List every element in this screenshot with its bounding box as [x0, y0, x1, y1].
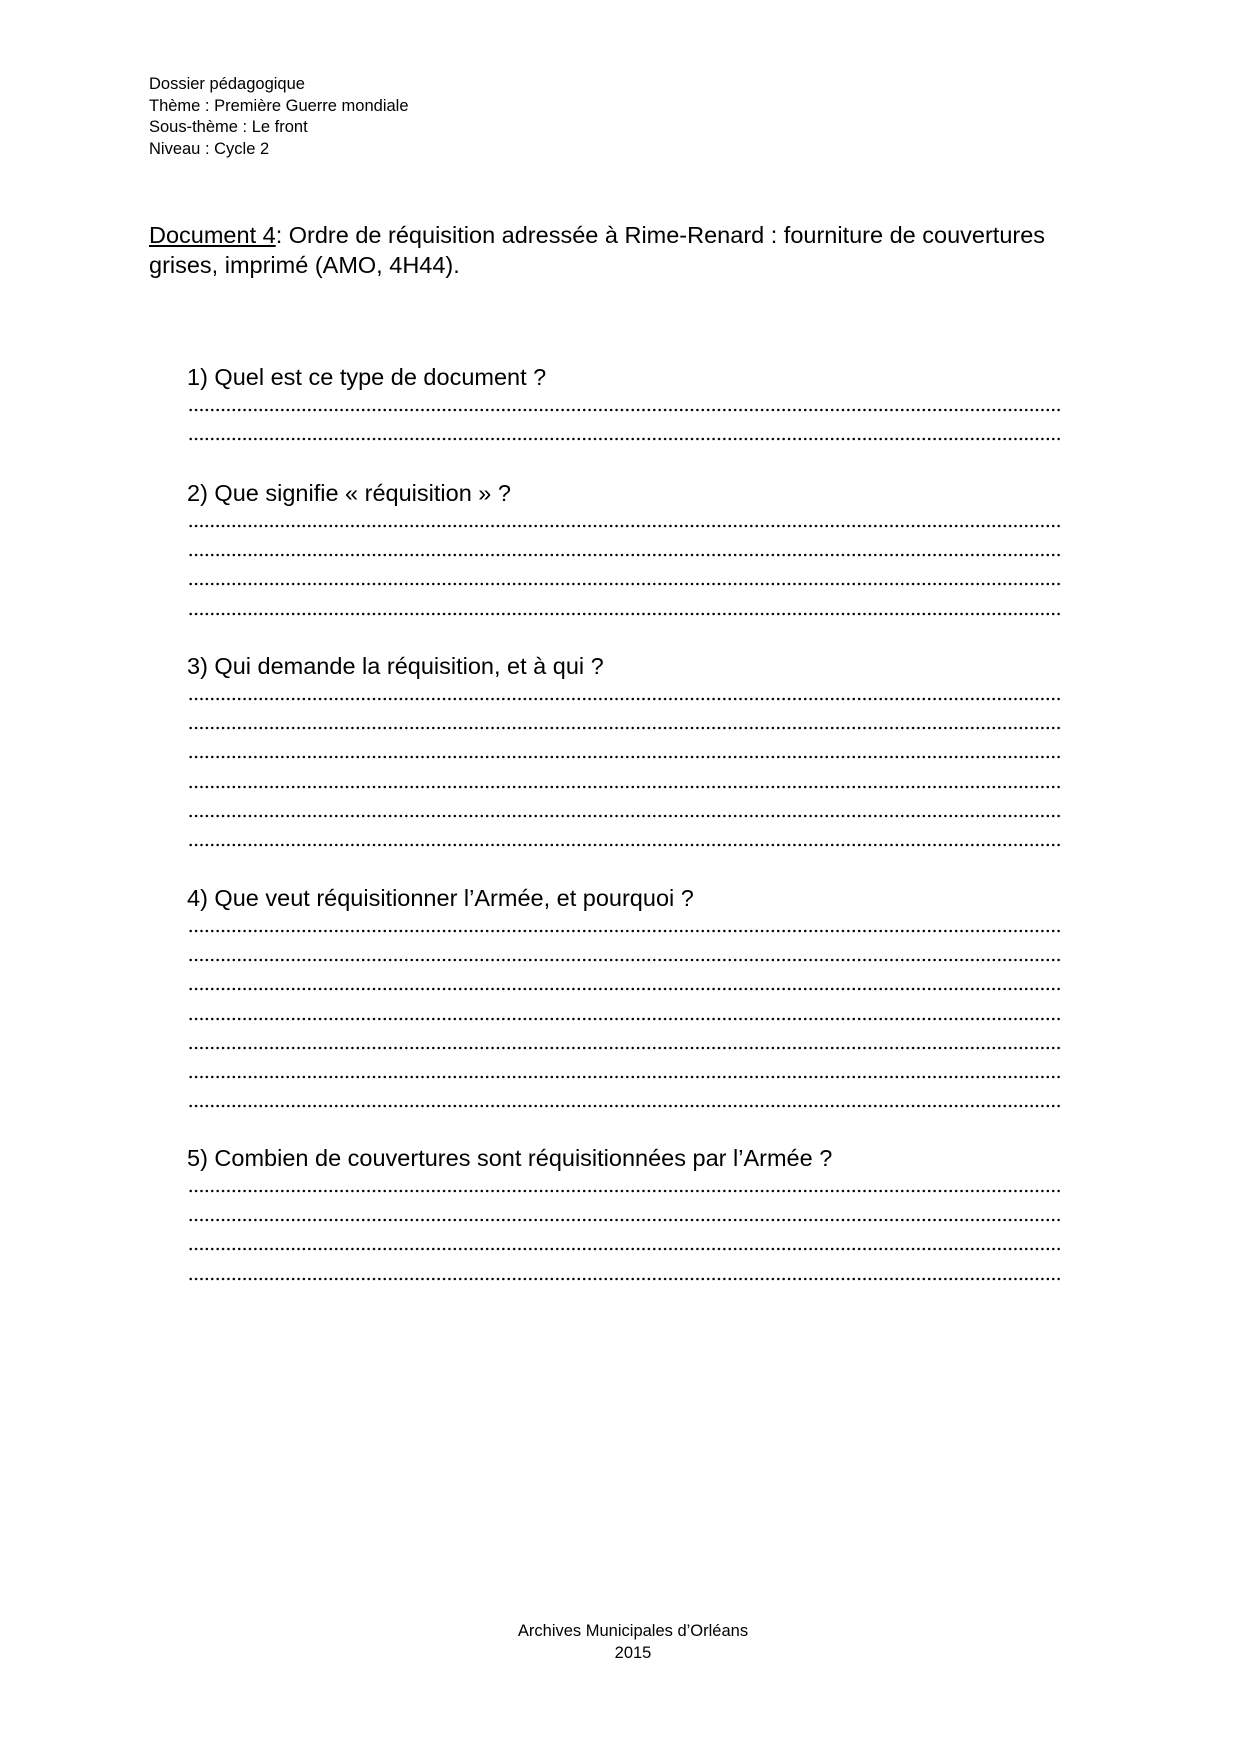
answer-line[interactable]	[188, 612, 1062, 616]
question-5: 5) Combien de couvertures sont réquisitionnées par l’Armée ?	[187, 1145, 833, 1171]
answer-line[interactable]	[188, 785, 1062, 789]
answer-line[interactable]	[188, 697, 1062, 701]
answer-line[interactable]	[188, 408, 1062, 412]
answer-line[interactable]	[188, 1189, 1062, 1193]
footer-institution: Archives Municipales d’Orléans	[517, 1622, 749, 1640]
document-description: : Ordre de réquisition adressée à Rime-Renard : fourniture de couvertures grises, imprimé (AMO, 4H44).	[149, 222, 1046, 278]
answer-line[interactable]	[188, 1277, 1062, 1281]
answer-line[interactable]	[188, 929, 1062, 933]
question-3: 3) Qui demande la réquisition, et à qui ?	[187, 653, 604, 679]
answer-line[interactable]	[188, 582, 1062, 586]
document-header	[149, 74, 409, 160]
footer	[0, 1620, 1239, 1664]
document-label: Document 4	[149, 222, 276, 248]
header-line: Niveau : Cycle 2	[149, 139, 270, 158]
answer-line[interactable]	[188, 1046, 1062, 1050]
answer-line[interactable]	[188, 987, 1062, 991]
header-line: Sous-thème : Le front	[149, 118, 308, 136]
answer-line[interactable]	[188, 524, 1062, 528]
document-title	[149, 220, 1109, 280]
answer-line[interactable]	[188, 1017, 1062, 1021]
answer-line[interactable]	[188, 843, 1062, 847]
answer-line[interactable]	[188, 958, 1062, 962]
answer-line[interactable]	[188, 1218, 1062, 1222]
answer-line[interactable]	[188, 1104, 1062, 1108]
header-line: Thème : Première Guerre mondiale	[149, 96, 409, 115]
question-1: 1) Quel est ce type de document ?	[187, 364, 547, 390]
footer-year: 2015	[614, 1644, 652, 1662]
answer-line[interactable]	[188, 553, 1062, 557]
question-4: 4) Que veut réquisitionner l’Armée, et pourquoi ?	[187, 885, 694, 911]
question-2: 2) Que signifie « réquisition » ?	[187, 480, 511, 506]
answer-line[interactable]	[188, 1075, 1062, 1079]
answer-line[interactable]	[188, 437, 1062, 441]
answer-line[interactable]	[188, 814, 1062, 818]
answer-line[interactable]	[188, 1247, 1062, 1251]
answer-line[interactable]	[188, 755, 1062, 759]
answer-line[interactable]	[188, 726, 1062, 730]
header-line: Dossier pédagogique	[149, 75, 305, 93]
